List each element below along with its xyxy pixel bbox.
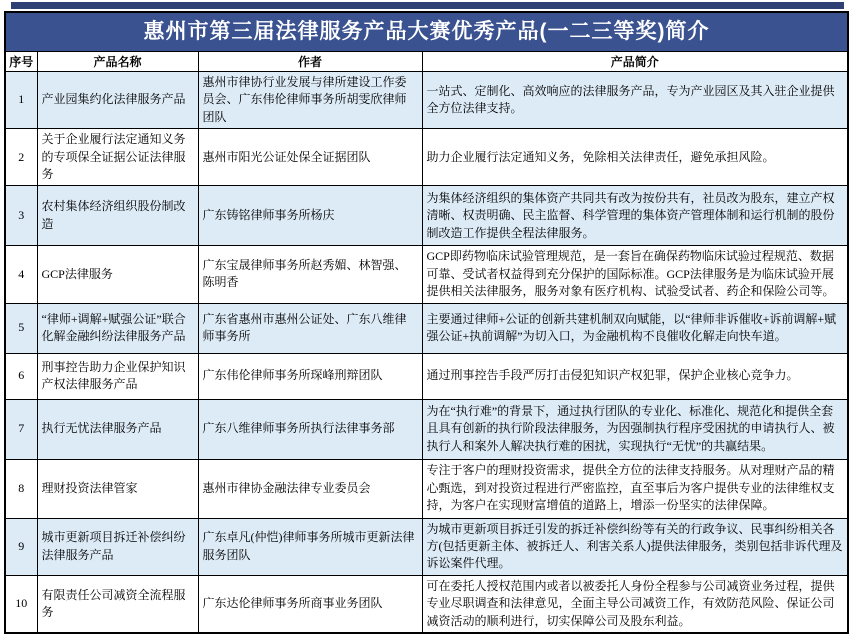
title-row — [5, 12, 848, 52]
cell-no: 7 — [5, 399, 37, 459]
cell-author: 广东铸铭律师事务所杨庆 — [198, 186, 422, 246]
cell-intro: 助力企业履行法定通知义务，免除相关法律责任，避免承担风险。 — [422, 129, 848, 186]
cell-intro: 可在委托人授权范围内或者以被委托人身份全程参与公司减资业务过程，提供专业尽职调查和法律意见，全面主导公司减资工作，有效防范风险、保证公司减资活动的顺利进行，切实保障公司及股东利益。 — [422, 575, 848, 633]
table-row — [5, 303, 848, 353]
cell-intro: 为在“执行难”的背景下，通过执行团队的专业化、标准化、规范化和提供全套且具有创新的执行阶段法律服务，为因强制执行程序受困扰的申请执行人、被执行人和案外人解决执行难的困扰，实现执行“无忧”的共赢结果。 — [422, 399, 848, 459]
table-body — [5, 72, 848, 634]
cell-name: 有限责任公司减资全流程服务 — [37, 575, 198, 633]
cell-name: 刑事控告助力企业保护知识产权法律服务产品 — [37, 353, 198, 399]
cell-name: 关于企业履行法定通知义务的专项保全证据公证法律服务 — [37, 129, 198, 186]
table-row — [5, 518, 848, 575]
table-row — [5, 186, 848, 246]
cell-no: 2 — [5, 129, 37, 186]
cell-no: 3 — [5, 186, 37, 246]
column-header-intro: 产品简介 — [422, 52, 848, 72]
cell-name: “律师+调解+赋强公证”联合化解金融纠纷法律服务产品 — [37, 303, 198, 353]
cell-intro: 通过刑事控告手段严厉打击侵犯知识产权犯罪，保护企业核心竞争力。 — [422, 353, 848, 399]
table-row — [5, 459, 848, 518]
cell-name: 理财投资法律管家 — [37, 459, 198, 518]
table-row — [5, 575, 848, 633]
cell-intro: 主要通过律师+公证的创新共建机制双向赋能，以“律师非诉催收+诉前调解+赋强公证+执前调解”为切入口，为金融机构不良催收化解走向快车道。 — [422, 303, 848, 353]
cell-no: 9 — [5, 518, 37, 575]
cell-no: 4 — [5, 246, 37, 303]
cell-author: 惠州市阳光公证处保全证据团队 — [198, 129, 422, 186]
cell-no: 1 — [5, 72, 37, 129]
cell-author: 惠州市律协金融法律专业委员会 — [198, 459, 422, 518]
cell-name: 产业园集约化法律服务产品 — [37, 72, 198, 129]
cell-no: 8 — [5, 459, 37, 518]
column-header-name: 产品名称 — [37, 52, 198, 72]
cell-no: 6 — [5, 353, 37, 399]
table-row — [5, 399, 848, 459]
cell-intro: GCP即药物临床试验管理规范，是一套旨在确保药物临床试验过程规范、数据可靠、受试者权益得到充分保护的国际标准。GCP法律服务是为临床试验开展提供相关法律服务，服务对象有医疗机构、试验受试者、药企和保险公司等。 — [422, 246, 848, 303]
column-header-author: 作者 — [198, 52, 422, 72]
cell-intro: 为集体经济组织的集体资产共同共有改为按份共有，社员改为股东，建立产权清晰、权责明确、民主监督、科学管理的集体资产管理体制和运行机制的股份制改造工作提供全程法律服务。 — [422, 186, 848, 246]
cell-no: 10 — [5, 575, 37, 633]
cell-name: 执行无忧法律服务产品 — [37, 399, 198, 459]
cell-author: 广东省惠州市惠州公证处、广东八维律师事务所 — [198, 303, 422, 353]
cell-intro: 一站式、定制化、高效响应的法律服务产品，专为产业园区及其入驻企业提供全方位法律支持。 — [422, 72, 848, 129]
cell-no: 5 — [5, 303, 37, 353]
table-row — [5, 246, 848, 303]
cell-name: GCP法律服务 — [37, 246, 198, 303]
column-header-no: 序号 — [5, 52, 37, 72]
header-row — [5, 52, 848, 72]
products-table — [4, 11, 849, 634]
cell-name: 城市更新项目拆迁补偿纠纷法律服务产品 — [37, 518, 198, 575]
table-row — [5, 129, 848, 186]
cell-author: 惠州市律协行业发展与律所建设工作委员会、广东伟伦律师事务所胡雯欣律师团队 — [198, 72, 422, 129]
cell-intro: 专注于客户的理财投资需求，提供全方位的法律支持服务。从对理财产品的精心甄选，到对投资过程进行严密监控，直至事后为客户提供专业的法律维权支持，为客户在实现财富增值的道路上，增添一份坚实的法律保障。 — [422, 459, 848, 518]
cell-author: 广东伟伦律师事务所琛峰刑辩团队 — [198, 353, 422, 399]
cell-intro: 为城市更新项目拆迁引发的拆迁补偿纠纷等有关的行政争议、民事纠纷相关各方(包括更新主体、被拆迁人、利害关系人)提供法律服务，类别包括非诉代理及诉讼案件代理。 — [422, 518, 848, 575]
cell-name: 农村集体经济组织股份制改造 — [37, 186, 198, 246]
cell-author: 广东达伦律师事务所商事业务团队 — [198, 575, 422, 633]
cell-author: 广东八维律师事务所执行法律事务部 — [198, 399, 422, 459]
cell-author: 广东宝晟律师事务所赵秀媚、林智强、陈明香 — [198, 246, 422, 303]
table-row — [5, 353, 848, 399]
page-title: 惠州市第三届法律服务产品大赛优秀产品(一二三等奖)简介 — [5, 12, 848, 52]
top-strip — [11, 2, 844, 9]
table-row — [5, 72, 848, 129]
cell-author: 广东卓凡(仲恺)律师事务所城市更新法律服务团队 — [198, 518, 422, 575]
